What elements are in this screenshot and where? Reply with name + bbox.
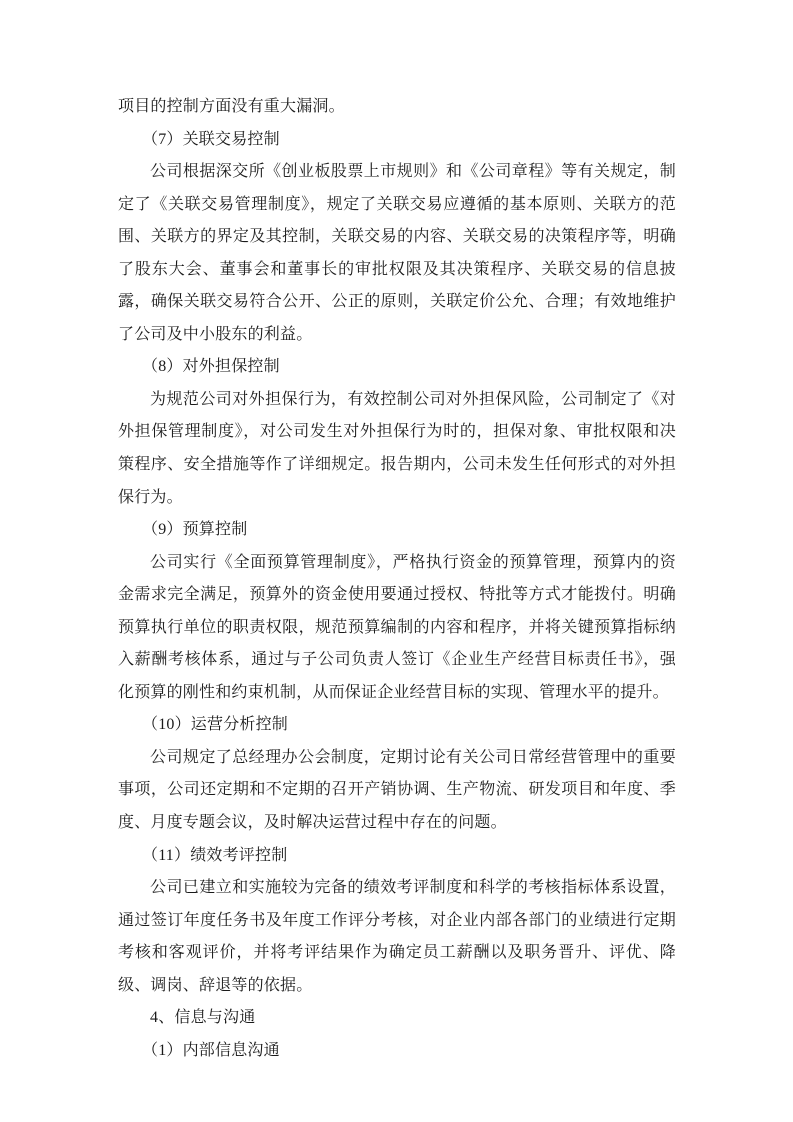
section-heading: 4、信息与沟通 bbox=[150, 1009, 256, 1027]
item-heading: （11）绩效考评控制 bbox=[142, 846, 288, 864]
item-heading: （7）关联交易控制 bbox=[142, 130, 280, 148]
body-paragraph: 公司根据深交所《创业板股票上市规则》和《公司章程》等有关规定，制定了《关联交易管理制度》，规定了关联交易应遵循的基本原则、关联方的范围、关联方的界定及其控制，关联交易的内容、关联交易的决策程序等，明确了股东大会、董事会和董事长的审批权限及其决策程序、关联交易的信息披露，确保关联交易符合公开、公正的原则，关联定价公允、合理；有效地维护了公司及中小股东的利益。 bbox=[118, 163, 676, 343]
document-body bbox=[118, 91, 676, 1067]
body-paragraph: 为规范公司对外担保行为，有效控制公司对外担保风险，公司制定了《对外担保管理制度》，对公司发生对外担保行为时的，担保对象、审批权限和决策程序、安全措施等作了详细规定。报告期内，公司未发生任何形式的对外担保行为。 bbox=[118, 390, 676, 506]
item-heading: （8）对外担保控制 bbox=[142, 358, 280, 376]
item-heading: （9）预算控制 bbox=[142, 521, 248, 539]
paragraph-continuation: 项目的控制方面没有重大漏洞。 bbox=[118, 98, 345, 115]
body-paragraph: 公司规定了总经理办公会制度，定期讨论有关公司日常经营管理中的重要事项，公司还定期和不定期的召开产销协调、生产物流、研发项目和年度、季度、月度专题会议，及时解决运营过程中存在的问题。 bbox=[118, 748, 676, 832]
body-paragraph: 公司已建立和实施较为完备的绩效考评制度和科学的考核指标体系设置，通过签订年度任务书及年度工作评分考核，对企业内部各部门的业绩进行定期考核和客观评价，并将考评结果作为确定员工薪酬以及职务晋升、评优、降级、调岗、辞退等的依据。 bbox=[118, 879, 676, 994]
body-paragraph: 公司实行《全面预算管理制度》，严格执行资金的预算管理，预算内的资金需求完全满足，预算外的资金使用要通过授权、特批等方式才能拨付。明确预算执行单位的职责权限，规范预算编制的内容和程序，并将关键预算指标纳入薪酬考核体系，通过与子公司负责人签订《企业生产经营目标责任书》，强化预算的刚性和约束机制，从而保证企业经营目标的实现、管理水平的提升。 bbox=[118, 553, 676, 701]
item-heading: （1）内部信息沟通 bbox=[142, 1041, 280, 1059]
item-heading: （10）运营分析控制 bbox=[142, 716, 289, 734]
